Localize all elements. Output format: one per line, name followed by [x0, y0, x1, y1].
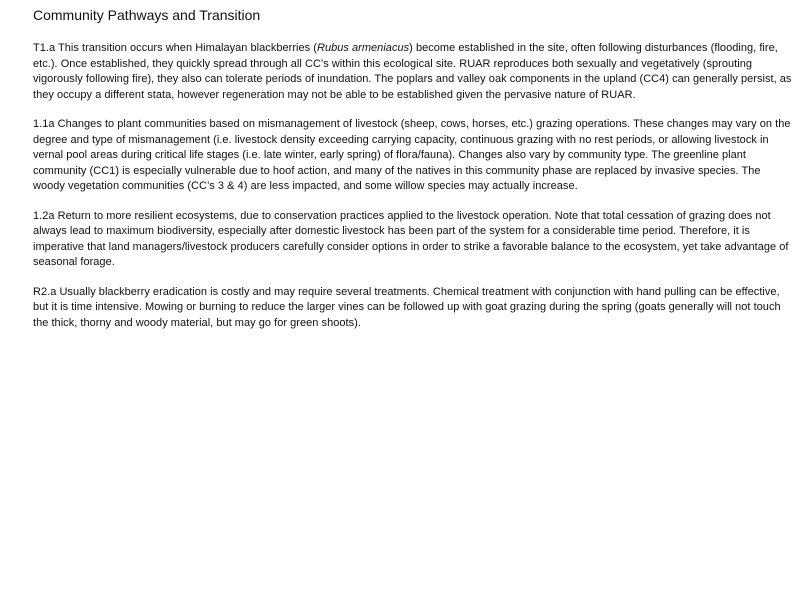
paragraph-t1a-text-start: T1.a This transition occurs when Himalayan blackberries (: [33, 42, 317, 54]
document-page: [33, 6, 793, 345]
document-title: Community Pathways and Transition: [33, 7, 261, 23]
species-name-italic: Rubus armeniacus: [316, 42, 410, 54]
paragraph-t1a-text-rest: ) become established in the site, often following disturbances (flooding, fire, etc.). Once established, they quickly spread through all CC’s within this ecological site. RUAR reproduces both sexually and vegetatively (sprouting vigorously following fire), they also can tolerate periods of inundation. The poplars and valley oak components in the upland (CC4) can generally persist, as they occupy a different stata, however regeneration may not be able to be established given the pervasive nature of RUAR.: [33, 42, 792, 101]
paragraph-r2a: R2.a Usually blackberry eradication is costly and may require several treatments. Chemical treatment with conjunction with hand pulling can be effective, but it is time intensive. Mowing or burning to reduce the larger vines can be followed up with goat grazing during the spring (goats generally will not touch the thick, thorny and woody material, but may go for green shoots).: [33, 285, 781, 329]
paragraph-1-2a: 1.2a Return to more resilient ecosystems, due to conservation practices applied to the livestock operation. Note that total cessation of grazing does not always lead to maximum biodiversity, especially after domestic livestock has been part of the system for a considerable time period. Therefore, it is imperative that land managers/livestock producers carefully consider options in order to strike a favorable balance to the ecosystem, yet take advantage of seasonal forage.: [33, 209, 789, 268]
paragraph-t1a: [33, 41, 793, 103]
paragraph-1-1a: 1.1a Changes to plant communities based on mismanagement of livestock (sheep, cows, horses, etc.) grazing operations. These changes may vary on the degree and type of mismanagement (i.e. livestock density exceeding carrying capacity, continuous grazing with no rest periods, or allowing livestock in vernal pool areas during critical life stages (i.e. late winter, early spring) of flora/fauna). Changes also vary by community type. The greenline plant community (CC1) is especially vulnerable due to hoof action, and many of the natives in this community phase are replaced by invasive species. The woody vegetation communities (CC’s 3 & 4) are less impacted, and some willow species may actually increase.: [33, 118, 791, 192]
